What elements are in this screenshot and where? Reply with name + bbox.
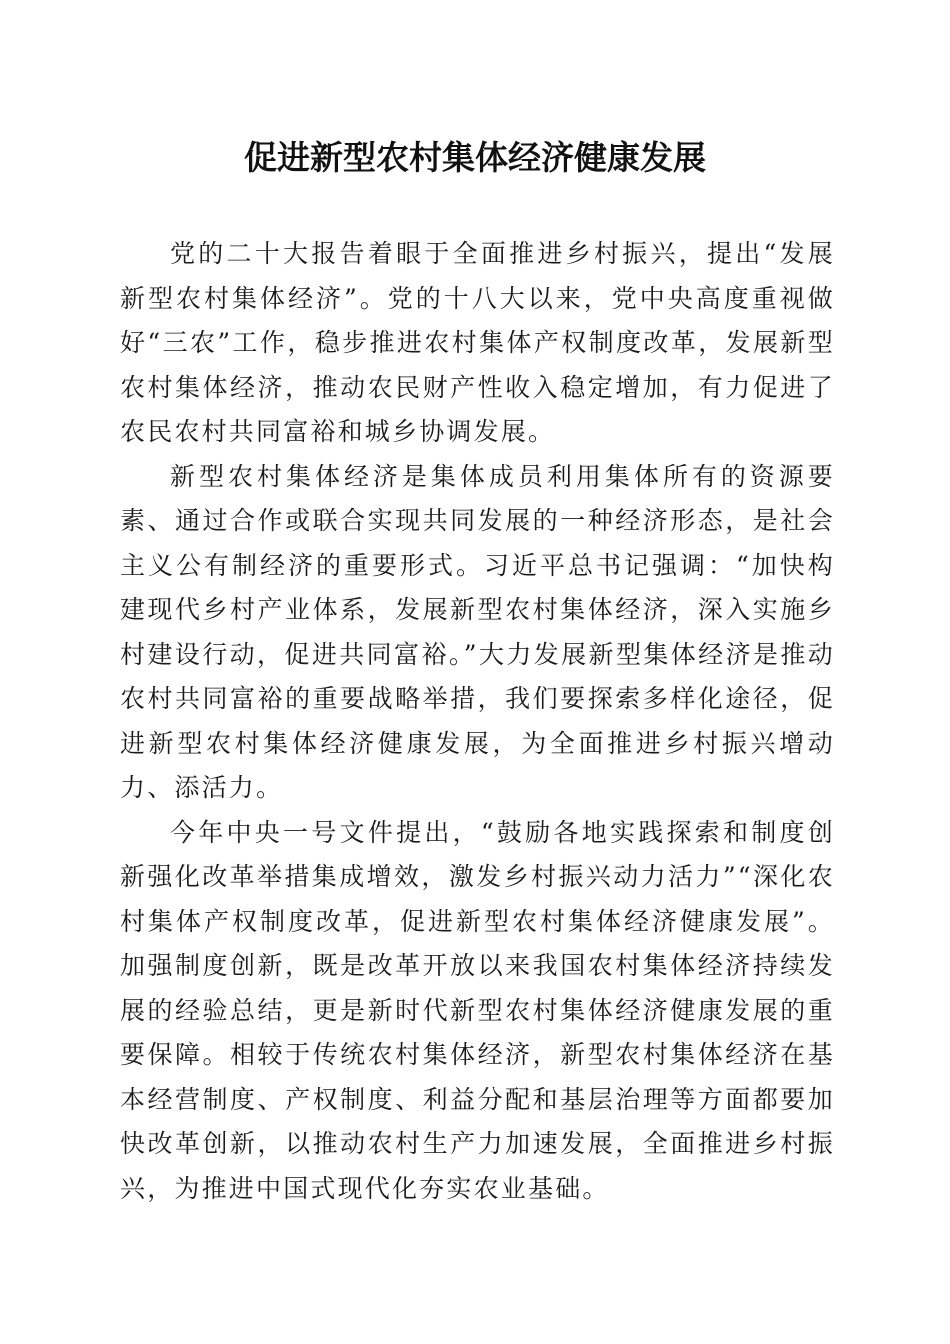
paragraph-2: 新型农村集体经济是集体成员利用集体所有的资源要素、通过合作或联合实现共同发展的一种经济形态，是社会主义公有制经济的重要形式。习近平总书记强调：“加快构建现代乡村产业体系，发展新型农村集体经济，深入实施乡村建设行动，促进共同富裕。”大力发展新型集体经济是推动农村共同富裕的重要战略举措，我们要探索多样化途径，促进新型农村集体经济健康发展，为全面推进乡村振兴增动力、添活力。 (120, 461, 835, 802)
document-title: 促进新型农村集体经济健康发展 (244, 138, 706, 177)
paragraph-3: 今年中央一号文件提出，“鼓励各地实践探索和制度创新强化改革举措集成增效，激发乡村振兴动力活力”“深化农村集体产权制度改革，促进新型农村集体经济健康发展”。加强制度创新，既是改革开放以来我国农村集体经济持续发展的经验总结，更是新时代新型农村集体经济健康发展的重要保障。相较于传统农村集体经济，新型农村集体经济在基本经营制度、产权制度、利益分配和基层治理等方面都要加快改革创新，以推动农村生产力加速发展，全面推进乡村振兴，为推进中国式现代化夯实农业基础。 (120, 817, 835, 1203)
document-body (120, 232, 835, 1211)
paragraph-1: 党的二十大报告着眼于全面推进乡村振兴，提出“发展新型农村集体经济”。党的十八大以来，党中央高度重视做好“三农”工作，稳步推进农村集体产权制度改革，发展新型农村集体经济，推动农民财产性收入稳定增加，有力促进了农民农村共同富裕和城乡协调发展。 (120, 239, 835, 446)
